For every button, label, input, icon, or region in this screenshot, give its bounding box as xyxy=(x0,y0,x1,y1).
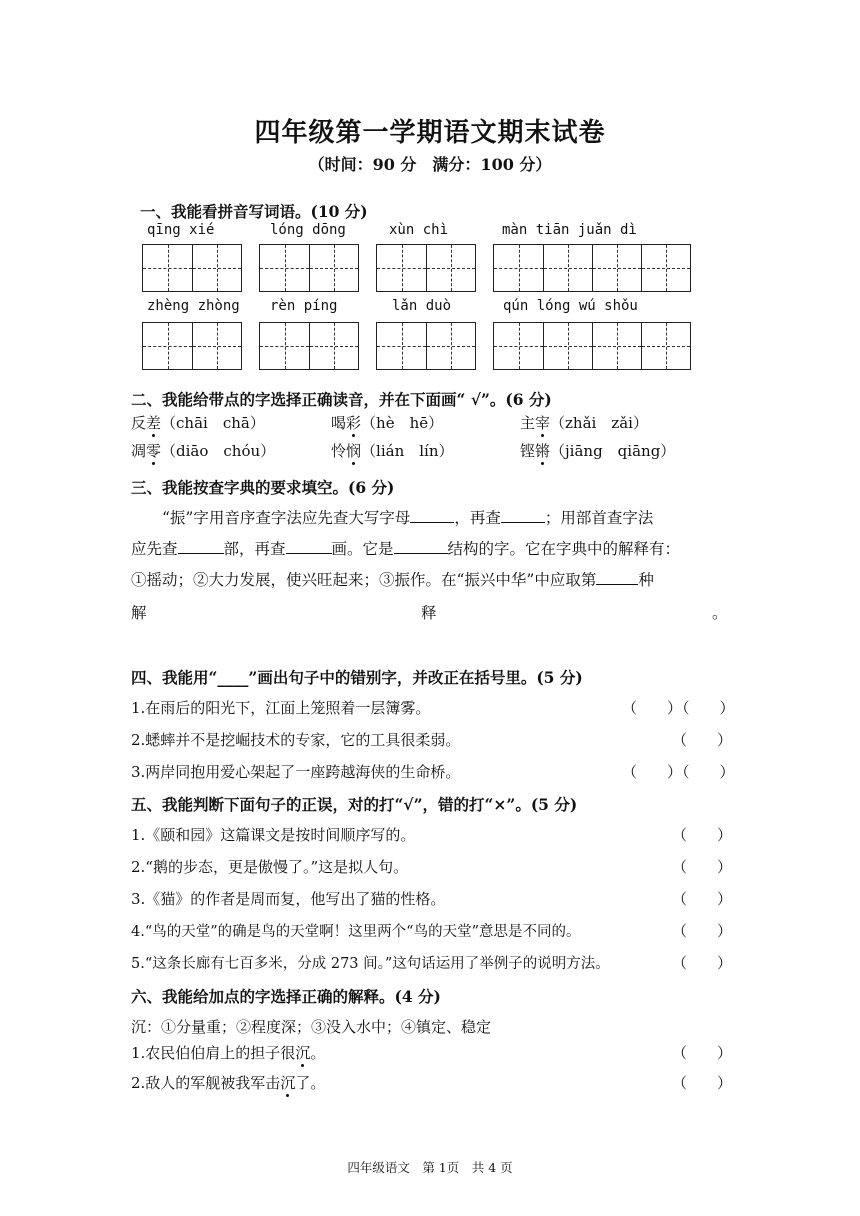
writing-grid[interactable] xyxy=(142,322,242,370)
answer-blank[interactable] xyxy=(501,508,545,523)
pronunciation-item[interactable]: 怜悯（lián lín） xyxy=(331,442,454,460)
question-item: 1.农民伯伯肩上的担子很沉。 xyxy=(131,1044,326,1062)
writing-grid[interactable] xyxy=(493,244,691,292)
pinyin-label: qún lóng wú shǒu xyxy=(503,298,638,314)
writing-grid[interactable] xyxy=(259,322,359,370)
exam-info: （时间：90 分 满分：100 分） xyxy=(308,155,552,174)
dictionary-line: 应先查 部，再查 画。它是 结构的字。它在字典中的解释有： xyxy=(131,540,681,558)
dictionary-line: ①摇动；②大力发展，使兴旺起来；③振作。在“振兴中华”中应取第 种 xyxy=(131,571,654,589)
question-item: 1.《颐和园》这篇课文是按时间顺序写的。 xyxy=(131,826,416,844)
pronunciation-item[interactable]: 凋零（diāo chóu） xyxy=(131,442,276,460)
definition-line: 沉：①分量重；②程度深；③没入水中；④镇定、稳定 xyxy=(131,1018,492,1036)
answer-brackets[interactable]: （ ） xyxy=(672,731,733,749)
pinyin-label: xùn chì xyxy=(389,222,449,238)
page-footer: 四年级语文 第 1页 共 4 页 xyxy=(347,1160,513,1175)
pinyin-label: lǎn duò xyxy=(392,298,452,314)
answer-brackets[interactable]: （ ） xyxy=(672,922,733,940)
answer-blank[interactable] xyxy=(286,539,332,554)
answer-brackets[interactable]: （ ） xyxy=(672,1074,733,1092)
answer-brackets[interactable]: （ ）（ ） xyxy=(622,763,735,781)
question-item: 5.“这条长廊有七百多米，分成 273 间。”这句话运用了举例子的说明方法。 xyxy=(131,956,610,972)
question-item: 2.“鹅的步态，更是傲慢了。”这是拟人句。 xyxy=(131,858,409,876)
page-title: 四年级第一学期语文期末试卷 xyxy=(254,118,606,148)
pinyin-label: lóng dōng xyxy=(270,222,346,238)
dictionary-line-end: 释 xyxy=(421,604,437,622)
answer-blank[interactable] xyxy=(394,539,448,554)
pinyin-label: rèn píng xyxy=(270,298,338,314)
question-item: 2.敌人的军舰被我军击沉了。 xyxy=(131,1074,326,1092)
dictionary-line: “振”字用音序查字法应先查大写字母 ，再查 ；用部首查字法 xyxy=(162,509,654,527)
section1-heading: 一、我能看拼音写词语。(10 分) xyxy=(140,202,368,221)
dictionary-line-end: 。 xyxy=(712,604,728,622)
writing-grid[interactable] xyxy=(493,322,691,370)
answer-blank[interactable] xyxy=(596,570,638,585)
pinyin-label: màn tiān juǎn dì xyxy=(502,222,637,238)
section3-heading: 三、我能按查字典的要求填空。(6 分) xyxy=(131,478,395,497)
section4-heading: 四、我能用“____”画出句子中的错别字，并改正在括号里。(5 分) xyxy=(131,668,583,687)
answer-brackets[interactable]: （ ） xyxy=(672,858,733,876)
question-item: 4.“鸟的天堂”的确是鸟的天堂啊！这里两个“鸟的天堂”意思是不同的。 xyxy=(131,924,581,940)
answer-brackets[interactable]: （ ） xyxy=(672,1044,733,1062)
section2-heading: 二、我能给带点的字选择正确读音，并在下面画“ √”。(6 分) xyxy=(131,390,552,409)
question-item: 3.两岸同抱用爱心架起了一座跨越海侠的生命桥。 xyxy=(131,763,461,781)
writing-grid[interactable] xyxy=(376,244,476,292)
dictionary-line-end: 解 xyxy=(131,604,147,622)
pinyin-label: zhèng zhòng xyxy=(147,298,240,314)
writing-grid[interactable] xyxy=(259,244,359,292)
answer-brackets[interactable]: （ ） xyxy=(672,826,733,844)
question-item: 1.在雨后的阳光下，江面上笼照着一层簿雾。 xyxy=(131,699,431,717)
question-item: 3.《猫》的作者是周而复，他写出了猫的性格。 xyxy=(131,890,446,908)
question-item: 2.蟋蟀并不是挖崛技术的专家，它的工具很柔弱。 xyxy=(131,731,461,749)
writing-grid[interactable] xyxy=(142,244,242,292)
pronunciation-item[interactable]: 喝彩（hè hē） xyxy=(331,414,444,432)
section5-heading: 五、我能判断下面句子的正误，对的打“√”，错的打“×”。(5 分) xyxy=(131,795,578,814)
answer-blank[interactable] xyxy=(178,539,224,554)
answer-brackets[interactable]: （ ） xyxy=(672,890,733,908)
section6-heading: 六、我能给加点的字选择正确的解释。(4 分) xyxy=(131,987,441,1006)
pronunciation-item[interactable]: 主宰（zhǎi zǎi） xyxy=(520,414,648,432)
pinyin-label: qīng xié xyxy=(147,222,215,238)
writing-grid[interactable] xyxy=(376,322,476,370)
answer-brackets[interactable]: （ ） xyxy=(672,954,733,972)
pronunciation-item[interactable]: 铿锵（jiāng qiāng） xyxy=(520,442,676,460)
answer-brackets[interactable]: （ ）（ ） xyxy=(622,699,735,717)
answer-blank[interactable] xyxy=(410,508,454,523)
pronunciation-item[interactable]: 反差（chāi chā） xyxy=(131,414,265,432)
